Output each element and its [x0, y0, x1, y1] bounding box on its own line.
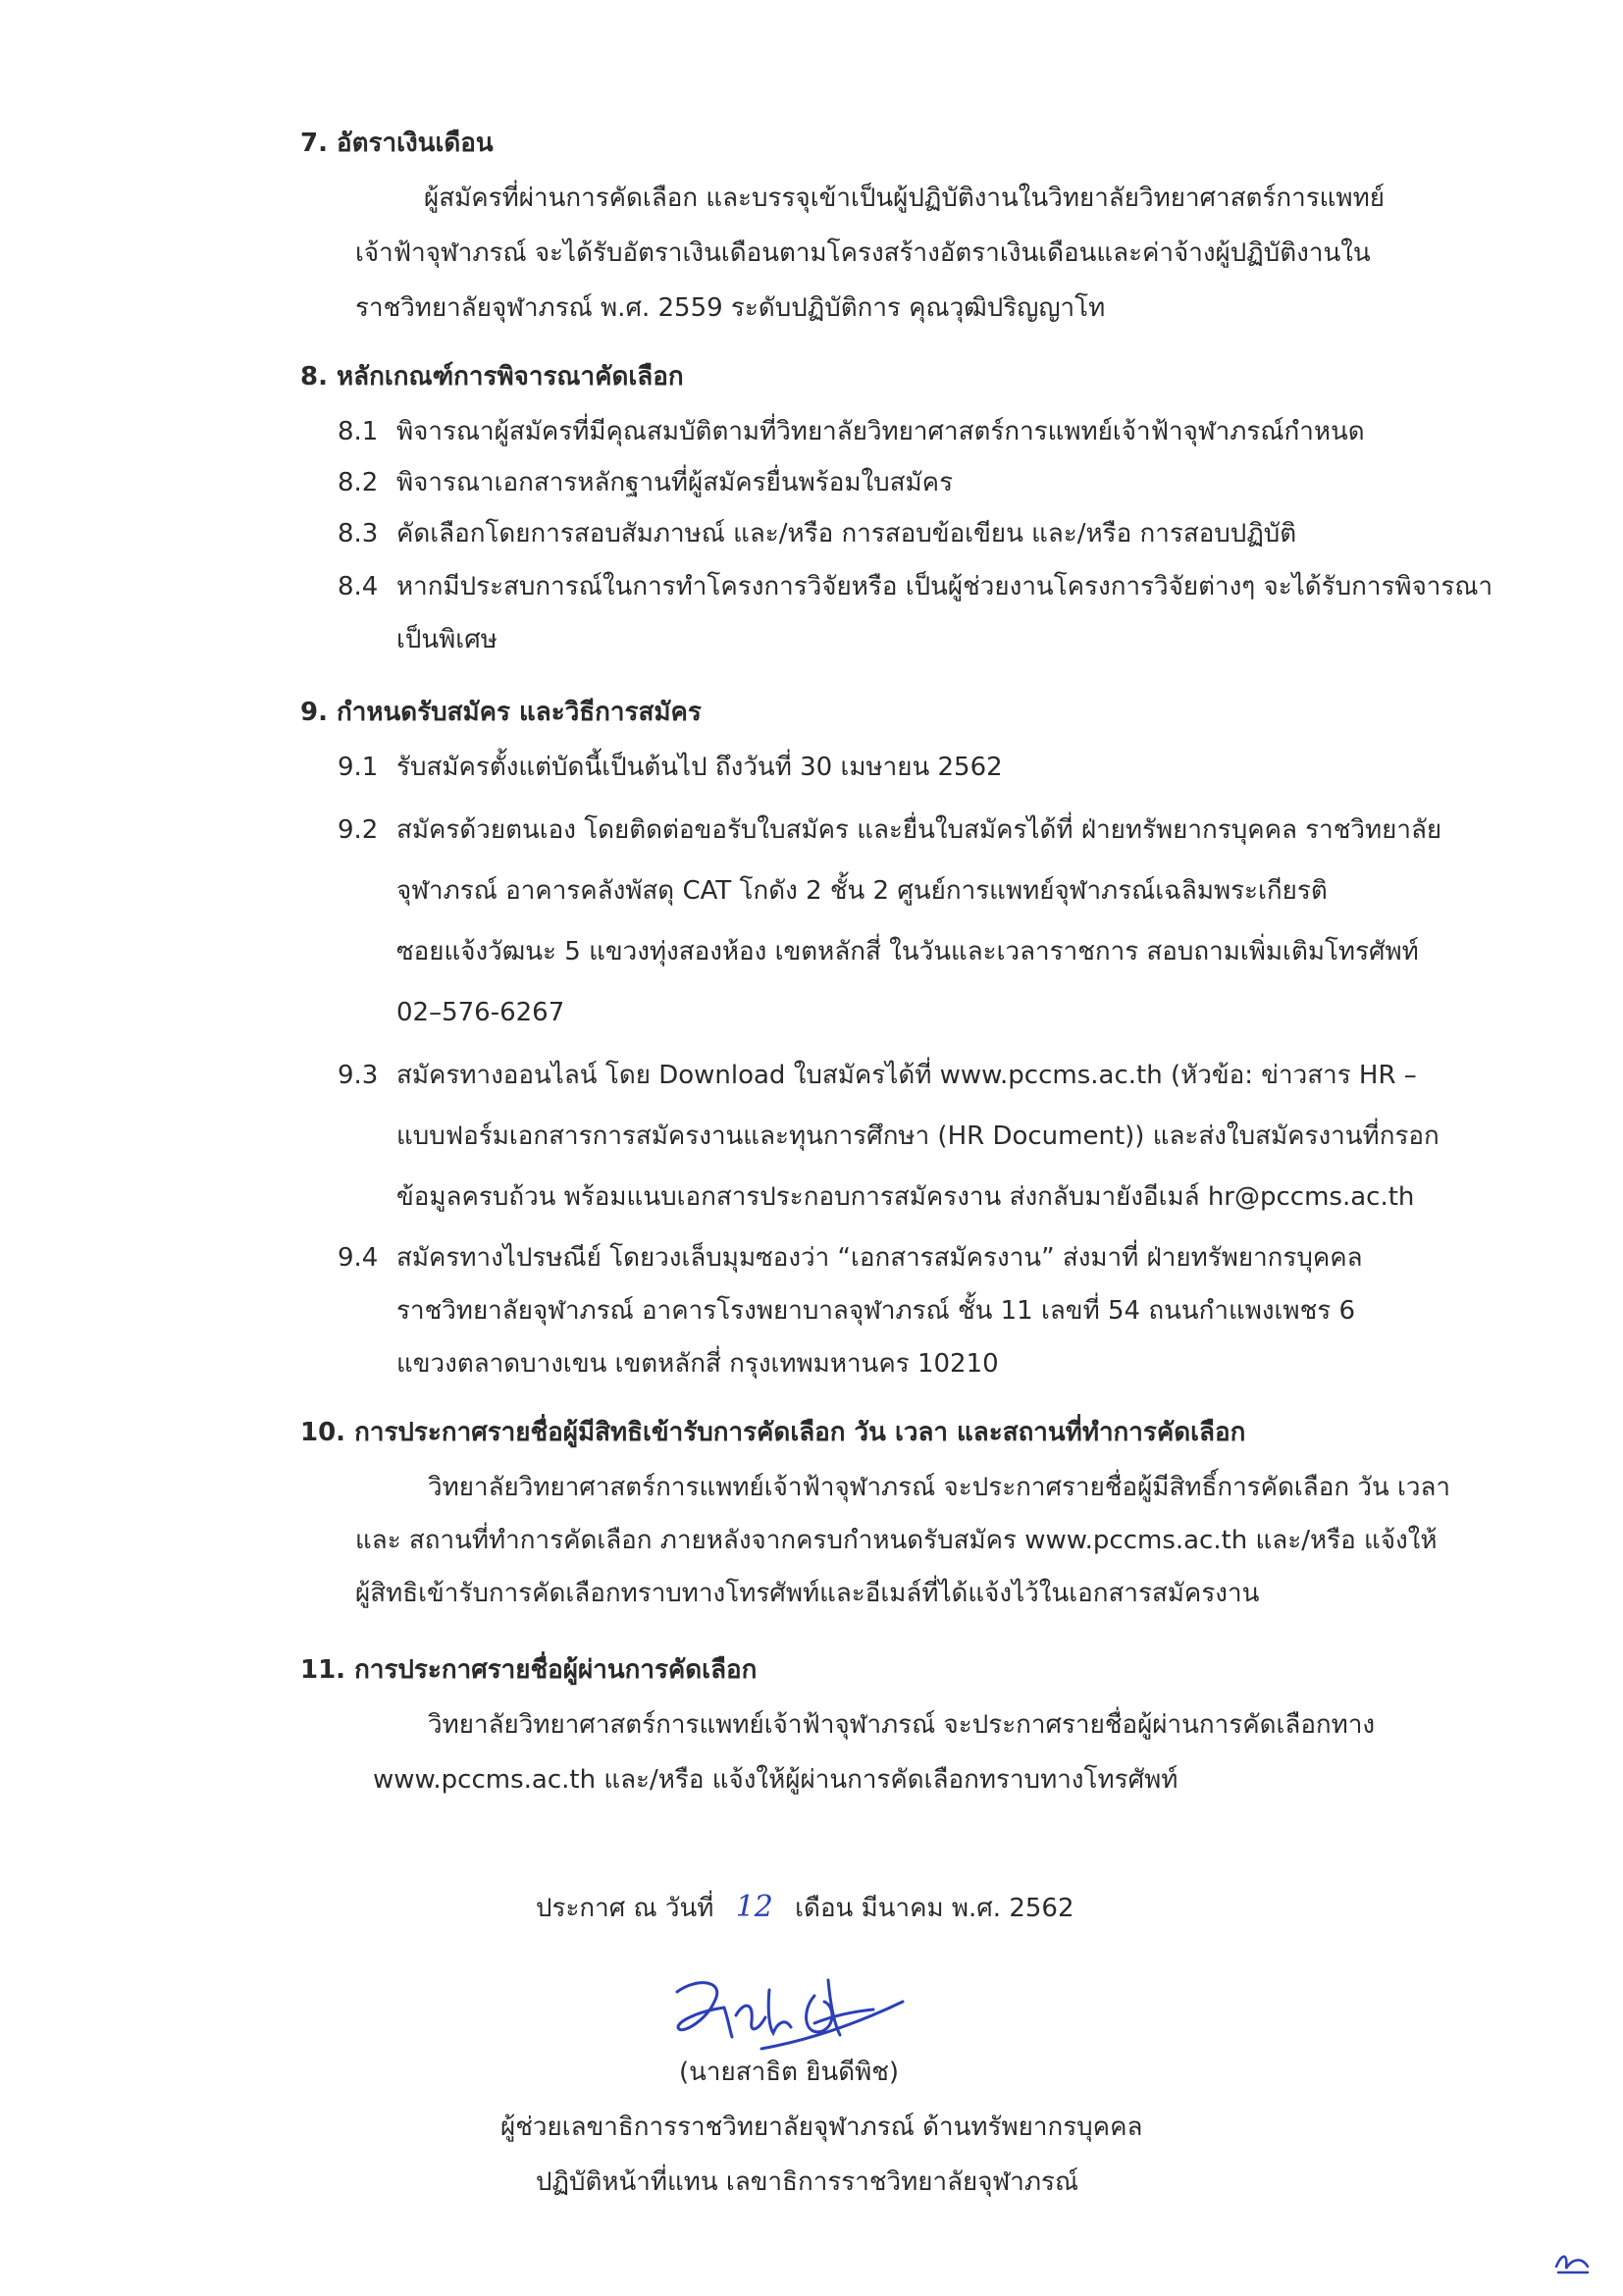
section-7-line-3: ราชวิทยาลัยจุฬาภรณ์ พ.ศ. 2559 ระดับปฏิบัติการ คุณวุฒิปริญญาโท — [355, 293, 1106, 323]
section-10-line-1: วิทยาลัยวิทยาศาสตร์การแพทย์เจ้าฟ้าจุฬาภรณ์ จะประกาศรายชื่อผู้มีสิทธิ์การคัดเลือก วัน เวลา — [428, 1473, 1451, 1502]
item-9-2-line-3: ซอยแจ้งวัฒนะ 5 แขวงทุ่งสองห้อง เขตหลักสี่ ในวันและเวลาราชการ สอบถามเพิ่มเติมโทรศัพท์ — [396, 937, 1419, 966]
item-8-1-text: พิจารณาผู้สมัครที่มีคุณสมบัติตามที่วิทยาลัยวิทยาศาสตร์การแพทย์เจ้าฟ้าจุฬาภรณ์กำหนด — [396, 417, 1365, 446]
date-prefix: ประกาศ ณ วันที่ — [536, 1894, 714, 1923]
item-8-4-continuation: เป็นพิเศษ — [396, 625, 497, 654]
section-7-heading: 7. อัตราเงินเดือน — [300, 129, 494, 158]
date-suffix: เดือน มีนาคม พ.ศ. 2562 — [795, 1894, 1074, 1923]
item-8-1-number: 8.1 — [338, 417, 379, 446]
item-9-4-number: 9.4 — [338, 1243, 379, 1273]
item-8-3-text: คัดเลือกโดยการสอบสัมภาษณ์ และ/หรือ การสอบข้อเขียน และ/หรือ การสอบปฏิบัติ — [396, 519, 1297, 548]
section-10-heading: 10. การประกาศรายชื่อผู้มีสิทธิเข้ารับการคัดเลือก วัน เวลา และสถานที่ทำการคัดเลือก — [300, 1418, 1246, 1447]
item-8-2-text: พิจารณาเอกสารหลักฐานที่ผู้สมัครยื่นพร้อมใบสมัคร — [396, 468, 954, 497]
item-9-2-line-2: จุฬาภรณ์ อาคารคลังพัสดุ CAT โกดัง 2 ชั้น 2 ศูนย์การแพทย์จุฬาภรณ์เฉลิมพระเกียรติ — [396, 876, 1328, 906]
item-9-3-line-3: ข้อมูลครบถ้วน พร้อมแนบเอกสารประกอบการสมัครงาน ส่งกลับมายังอีเมล์ hr@pccms.ac.th — [396, 1182, 1415, 1212]
section-11-heading: 11. การประกาศรายชื่อผู้ผ่านการคัดเลือก — [300, 1655, 758, 1685]
section-9-heading: 9. กำหนดรับสมัคร และวิธีการสมัคร — [300, 698, 702, 727]
section-10-line-2: และ สถานที่ทำการคัดเลือก ภายหลังจากครบกำหนดรับสมัคร www.pccms.ac.th และ/หรือ แจ้งให้ — [355, 1526, 1438, 1555]
item-8-4-text: หากมีประสบการณ์ในการทำโครงการวิจัยหรือ เป็นผู้ช่วยงานโครงการวิจัยต่างๆ จะได้รับการพิจารณา — [396, 572, 1493, 601]
signer-name: (นายสาธิต ยินดีพิช) — [679, 2058, 900, 2087]
item-8-2-number: 8.2 — [338, 468, 379, 497]
item-9-3-line-2: แบบฟอร์มเอกสารการสมัครงานและทุนการศึกษา (HR Document)) และส่งใบสมัครงานที่กรอก — [396, 1122, 1440, 1151]
item-9-2-line-4: 02–576-6267 — [396, 998, 565, 1027]
section-11-line-2: www.pccms.ac.th และ/หรือ แจ้งให้ผู้ผ่านการคัดเลือกทราบทางโทรศัพท์ — [373, 1765, 1178, 1795]
item-9-2-line-1: สมัครด้วยตนเอง โดยติดต่อขอรับใบสมัคร และยื่นใบสมัครได้ที่ ฝ่ายทรัพยากรบุคคล ราชวิทยาลัย — [396, 815, 1442, 845]
item-9-4-line-2: ราชวิทยาลัยจุฬาภรณ์ อาคารโรงพยาบาลจุฬาภรณ์ ชั้น 11 เลขที่ 54 ถนนกำแพงเพชร 6 — [396, 1296, 1355, 1326]
section-11-line-1: วิทยาลัยวิทยาศาสตร์การแพทย์เจ้าฟ้าจุฬาภรณ์ จะประกาศรายชื่อผู้ผ่านการคัดเลือกทาง — [428, 1710, 1376, 1740]
item-9-2-number: 9.2 — [338, 815, 379, 845]
section-8-heading: 8. หลักเกณฑ์การพิจารณาคัดเลือก — [300, 362, 684, 391]
item-8-4-number: 8.4 — [338, 572, 379, 601]
section-7-line-2: เจ้าฟ้าจุฬาภรณ์ จะได้รับอัตราเงินเดือนตามโครงสร้างอัตราเงินเดือนและค่าจ้างผู้ปฏิบัติงานใน — [355, 238, 1371, 268]
item-9-4-line-1: สมัครทางไปรษณีย์ โดยวงเล็บมุมซองว่า “เอกสารสมัครงาน” ส่งมาที่ ฝ่ายทรัพยากรบุคคล — [396, 1243, 1363, 1273]
section-10-line-3: ผู้สิทธิเข้ารับการคัดเลือกทราบทางโทรศัพท์และอีเมล์ที่ได้แจ้งไว้ในเอกสารสมัครงาน — [355, 1579, 1260, 1608]
handwritten-day: 12 — [735, 1890, 773, 1924]
signature — [667, 1972, 913, 2061]
signer-title: ผู้ช่วยเลขาธิการราชวิทยาลัยจุฬาภรณ์ ด้านทรัพยากรบุคคล — [500, 2113, 1143, 2142]
item-9-4-line-3: แขวงตลาดบางเขน เขตหลักสี่ กรุงเทพมหานคร 10210 — [396, 1349, 999, 1379]
item-9-1-number: 9.1 — [338, 753, 379, 782]
item-9-3-number: 9.3 — [338, 1061, 379, 1090]
signer-acting-title: ปฏิบัติหน้าที่แทน เลขาธิการราชวิทยาลัยจุฬาภรณ์ — [536, 2167, 1079, 2197]
handwritten-page-mark — [1552, 2247, 1592, 2276]
section-7-line-1: ผู้สมัครที่ผ่านการคัดเลือก และบรรจุเข้าเป็นผู้ปฏิบัติงานในวิทยาลัยวิทยาศาสตร์การแพทย์ — [424, 183, 1385, 213]
announcement-date — [536, 1888, 1074, 1928]
item-9-1-text: รับสมัครตั้งแต่บัดนี้เป็นต้นไป ถึงวันที่ 30 เมษายน 2562 — [396, 753, 1003, 782]
item-9-3-line-1: สมัครทางออนไลน์ โดย Download ใบสมัครได้ที่ www.pccms.ac.th (หัวข้อ: ข่าวสาร HR – — [396, 1061, 1417, 1090]
item-8-3-number: 8.3 — [338, 519, 379, 548]
